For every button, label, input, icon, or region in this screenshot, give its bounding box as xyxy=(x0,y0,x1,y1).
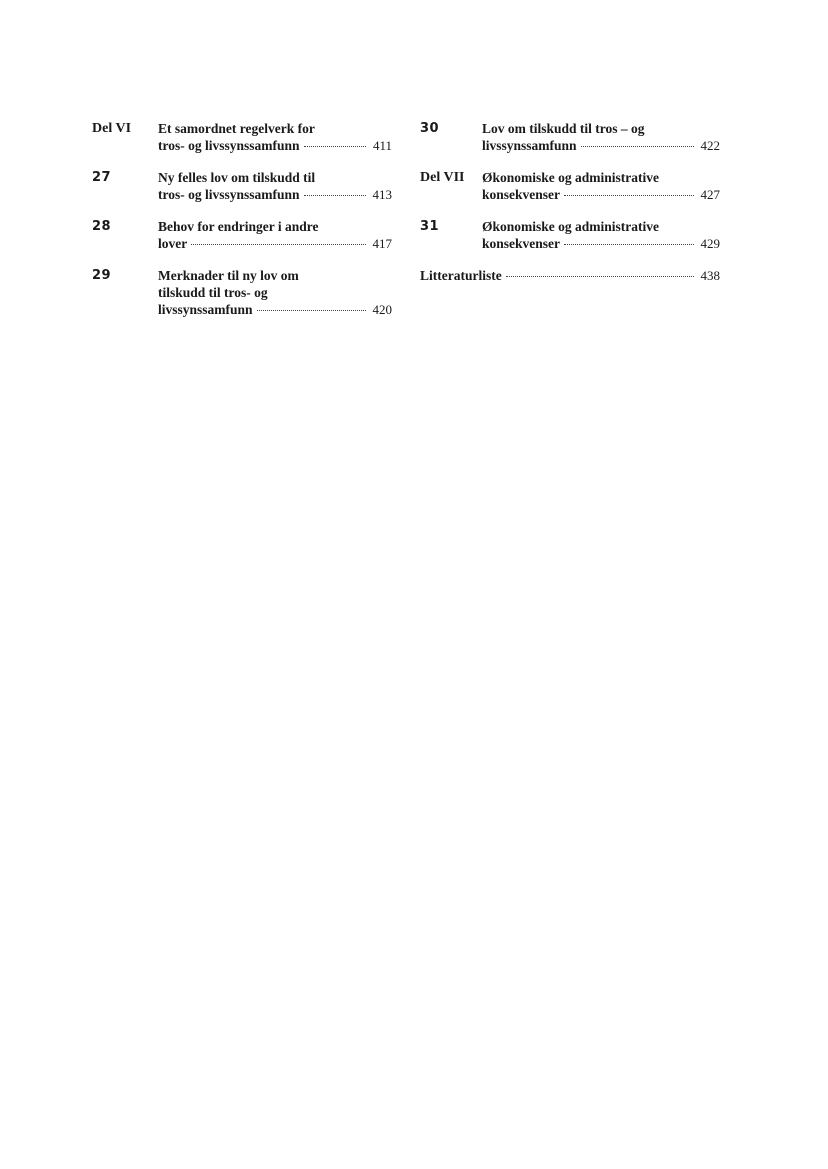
toc-entry-29[interactable] xyxy=(92,267,392,318)
toc-entry-page: 429 xyxy=(700,236,720,251)
toc-entry-number: Del VII xyxy=(420,170,465,185)
toc-entry-page: 420 xyxy=(372,302,392,317)
dot-leader xyxy=(304,195,366,196)
toc-entry-title-line: Ny felles lov om tilskudd til xyxy=(158,170,316,185)
dot-leader xyxy=(304,146,366,147)
toc-entry-number: 29 xyxy=(92,268,112,283)
toc-entry-page: 413 xyxy=(372,187,392,202)
dot-leader xyxy=(581,146,694,147)
toc-entry-title-last: tros- og livssynssamfunn xyxy=(158,187,300,202)
toc-entry-title-line: Økonomiske og administrative xyxy=(482,219,660,234)
toc-entry-number: 27 xyxy=(92,170,112,185)
toc-entry-page: 438 xyxy=(700,268,720,283)
dot-leader xyxy=(257,310,366,311)
toc-entry-31[interactable] xyxy=(420,218,720,252)
dot-leader xyxy=(564,195,694,196)
toc-entry-title-last: konsekvenser xyxy=(482,187,561,202)
toc-entry-page: 411 xyxy=(372,138,392,153)
toc-entry-number: Del VI xyxy=(92,121,132,136)
toc-entry-title-line: tilskudd til tros- og xyxy=(158,285,268,300)
toc-entry-number: 30 xyxy=(420,121,440,136)
toc-entry-del-vii[interactable] xyxy=(420,169,720,203)
toc-entry-page: 417 xyxy=(372,236,392,251)
toc-entry-title-line: Behov for endringer i andre xyxy=(158,219,319,234)
toc-entry-title-last: Litteraturliste xyxy=(420,268,502,283)
toc-entry-number: 28 xyxy=(92,219,112,234)
toc-entry-27[interactable] xyxy=(92,169,392,203)
toc-entry-title-line: Et samordnet regelverk for xyxy=(158,121,315,136)
toc-entry-28[interactable] xyxy=(92,218,392,252)
toc-left-column xyxy=(92,120,392,333)
toc-entry-litteraturliste[interactable] xyxy=(420,267,720,284)
toc-entry-del-vi[interactable] xyxy=(92,120,392,154)
toc-entry-title-last: livssynssamfunn xyxy=(158,302,253,317)
toc-entry-title-last: livssynssamfunn xyxy=(482,138,577,153)
toc-entry-title-last: konsekvenser xyxy=(482,236,561,251)
toc-entry-page: 427 xyxy=(700,187,720,202)
dot-leader xyxy=(564,244,694,245)
toc-right-column xyxy=(420,120,720,284)
toc-entry-title-last: lover xyxy=(158,236,188,251)
toc-entry-30[interactable] xyxy=(420,120,720,154)
toc-entry-number: 31 xyxy=(420,219,440,234)
toc-entry-title-line: Lov om tilskudd til tros – og xyxy=(482,121,645,136)
toc-entry-page: 422 xyxy=(700,138,720,153)
dot-leader xyxy=(506,276,694,277)
toc-entry-title-last: tros- og livssynssamfunn xyxy=(158,138,300,153)
toc-entry-title-line: Økonomiske og administrative xyxy=(482,170,660,185)
dot-leader xyxy=(191,244,366,245)
toc-entry-title-line: Merknader til ny lov om xyxy=(158,268,299,283)
